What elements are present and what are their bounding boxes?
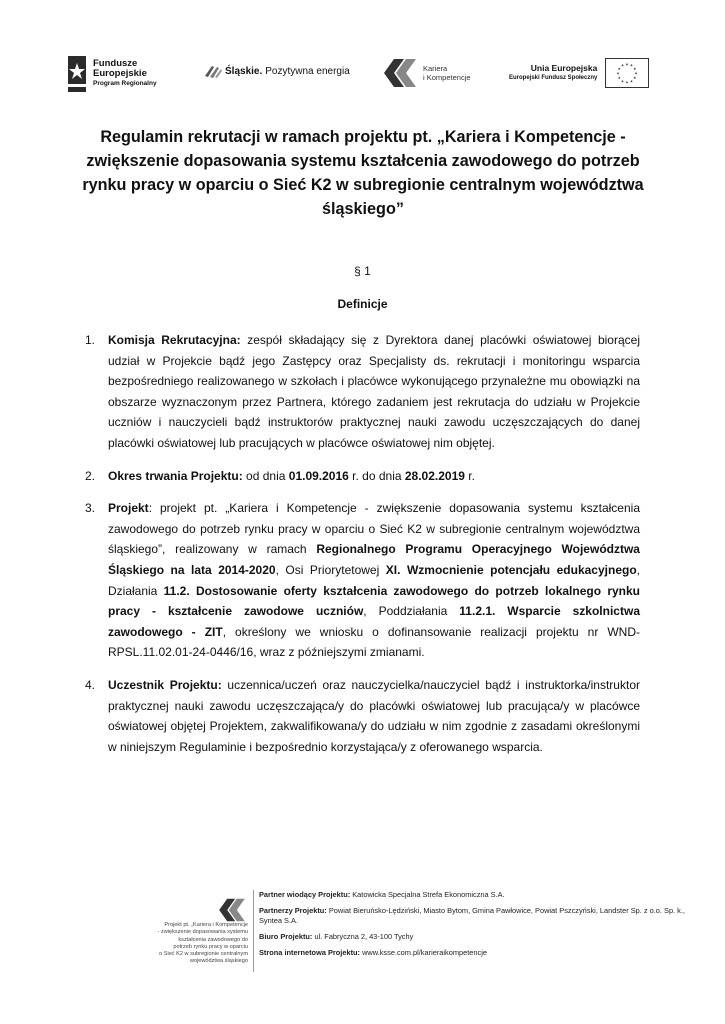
svg-text:★: ★ xyxy=(625,80,629,85)
definition-text: od dnia xyxy=(242,468,289,483)
fe-logo-line2: Europejskie xyxy=(93,68,147,79)
footer-label: Strona internetowa Projektu: xyxy=(259,948,361,957)
document-title: Regulamin rekrutacji w ramach projektu pt. „Kariera i Kompetencje - zwiększenie dopasowania systemu kształcenia zawodowego do potrzeb rynku pracy w oparciu o Sieć K2 w subregionie centralnym województwa śląskiego” xyxy=(82,128,644,218)
kk-logo-icon xyxy=(383,58,417,88)
footer-label: Partnerzy Projektu: xyxy=(259,906,327,915)
page-footer xyxy=(0,888,725,978)
definition-term: Komisja Rekrutacyjna: xyxy=(108,333,241,347)
footer-details xyxy=(259,890,699,964)
kk-logo-line2: i Kompetencje xyxy=(423,73,471,82)
svg-text:★: ★ xyxy=(633,67,637,71)
definition-item xyxy=(85,466,640,487)
svg-text:★: ★ xyxy=(630,63,634,68)
definition-text: r. xyxy=(464,468,475,483)
svg-text:★: ★ xyxy=(625,62,629,67)
definition-text: , określony we wniosku o dofinansowanie realizacji projektu nr WND-RPSL.11.02.01-24-0446/16, wraz z późniejszymi zmianami. xyxy=(108,624,640,660)
slaskie-slogan: Pozytywna energia xyxy=(265,65,350,77)
footer-kk-logo-icon xyxy=(218,898,246,922)
project-end-date: 28.02.2019 xyxy=(404,468,465,483)
footer-left-line: potrzeb rynku pracy w oparciu xyxy=(173,943,248,950)
kariera-kompetencje-logo xyxy=(383,58,471,88)
footer-label: Biuro Projektu: xyxy=(259,932,313,941)
submeasure-name: 11.2.1. Wsparcie szkolnictwa zawodowego - ZIT xyxy=(108,604,640,639)
slaskie-logo xyxy=(204,64,350,78)
project-start-date: 01.09.2016 xyxy=(288,468,349,483)
section-number: § 1 xyxy=(354,264,371,278)
svg-text:★: ★ xyxy=(634,71,638,76)
footer-left-line: kształcenia zawodowego do xyxy=(178,936,248,943)
definition-item xyxy=(85,498,640,663)
svg-text:★: ★ xyxy=(621,79,625,84)
footer-value: ul. Fabryczna 2, 43-100 Tychy xyxy=(312,932,414,941)
definition-text: , Osi Priorytetowej xyxy=(275,562,386,577)
fundusze-europejskie-star-icon xyxy=(66,54,88,94)
definitions-list xyxy=(85,330,640,769)
definition-text: r. do dnia xyxy=(348,468,405,483)
svg-text:★: ★ xyxy=(630,79,634,84)
footer-lead-partner xyxy=(259,890,699,900)
footer-office xyxy=(259,932,699,942)
definition-text: , Działania xyxy=(108,562,640,598)
program-name: Regionalnego Programu Operacyjnego Województwa Śląskiego na lata 2014-2020 xyxy=(108,542,640,577)
definition-text: , Poddziałania xyxy=(363,604,460,619)
footer-left-line: o Sieć K2 w subregionie centralnym xyxy=(159,951,248,958)
definition-number: 4. xyxy=(85,677,96,692)
definition-text: zespół składający się z Dyrektora danej placówki oświatowej biorącej udział w Projekcie bądź jego Zastępcy oraz Specjalisty ds. rekrutacji i monitoringu wsparcia bezpośredniego realizowanego w szkołach i placówce wykonującego przynależne mu obowiązki na obszarze wyznaczonym przez Partnera, którego zadaniem jest rekrutacja do udziału w Projekcie uczniów i nauczycieli bądź instruktorów praktycznej nauki zawodu uczęszczających do danej placówki oświatowej lub pracujących w placówce oświatowej nim objętej. xyxy=(108,333,640,450)
definition-term: Okres trwania Projektu: xyxy=(108,468,243,483)
footer-value: Powiat Bieruńsko-Lędziński, Miasto Bytom, Gmina Pawłowice, Powiat Pszczyński, Landster Sp. z o.o. Sp. k., Syntea S.A. xyxy=(259,906,685,925)
definition-term: Projekt xyxy=(108,501,149,516)
footer-left-line: Projekt pt. „Kariera i Kompetencje xyxy=(164,922,248,928)
unia-europejska-logo xyxy=(509,58,649,88)
section-heading: Definicje xyxy=(337,297,388,311)
slaskie-brand: Śląskie. xyxy=(225,65,263,77)
ue-logo-line2: Europejski Fundusz Społeczny xyxy=(509,75,598,81)
definition-item xyxy=(85,330,640,454)
kk-logo-line1: Kariera xyxy=(423,64,448,73)
footer-left-line: województwa śląskiego xyxy=(189,958,248,965)
slaskie-wing-icon xyxy=(204,64,222,78)
footer-website xyxy=(259,948,699,958)
definition-number: 1. xyxy=(85,333,96,347)
footer-project-name xyxy=(130,922,248,966)
svg-text:★: ★ xyxy=(617,67,622,71)
footer-label: Partner wiodący Projektu: xyxy=(259,890,351,899)
definition-number: 2. xyxy=(85,468,96,483)
definition-number: 3. xyxy=(85,501,96,516)
footer-divider xyxy=(253,890,254,972)
svg-text:★: ★ xyxy=(616,71,620,76)
ue-logo-line1: Unia Europejska xyxy=(530,63,598,73)
svg-text:★: ★ xyxy=(633,76,637,80)
fe-logo-line3: Program Regionalny xyxy=(93,80,157,87)
definition-text: uczennica/uczeń oraz nauczycielka/nauczyciel bądź i instruktorka/instruktor praktycznej nauki zawodu uczęszczająca/y do placówki oświatowej lub pracująca/y w placówce oświatowej objętej Projektem, zakwalifikowana/y do udziału w nim zgodnie z zasadami określonymi w niniejszym Regulaminie i bezpośrednio korzystająca/y z oferowanego wsparcia. xyxy=(108,677,640,754)
svg-text:★: ★ xyxy=(617,76,622,80)
footer-value: www.ksse.com.pl/karieraikompetencje xyxy=(360,948,487,957)
definition-term: Uczestnik Projektu: xyxy=(108,677,222,692)
svg-text:★: ★ xyxy=(621,63,625,68)
priority-axis: XI. Wzmocnienie potencjału edukacyjnego xyxy=(385,562,637,577)
definition-text: : projekt pt. „Kariera i Kompetencje - zwiększenie dopasowania systemu kształcenia zawodowego do potrzeb rynku pracy w oparciu o Sieć K2 w subregionie centralnym województwa śląskiego”, realizowany w ramach xyxy=(108,501,640,557)
eu-flag-icon xyxy=(605,58,649,88)
fundusze-europejskie-logo xyxy=(66,54,157,94)
measure-name: 11.2. Dostosowanie oferty kształcenia zawodowego do potrzeb lokalnego rynku pracy - kształcenie zawodowe uczniów xyxy=(108,583,641,619)
fe-logo-line1: Fundusze xyxy=(93,58,138,69)
footer-partners xyxy=(259,906,699,926)
footer-left-line: - zwiększenie dopasowania systemu xyxy=(157,929,248,936)
header-logos xyxy=(0,52,725,96)
footer-value: Katowicka Specjalna Strefa Ekonomiczna S.A. xyxy=(350,890,505,899)
definition-item xyxy=(85,675,640,757)
